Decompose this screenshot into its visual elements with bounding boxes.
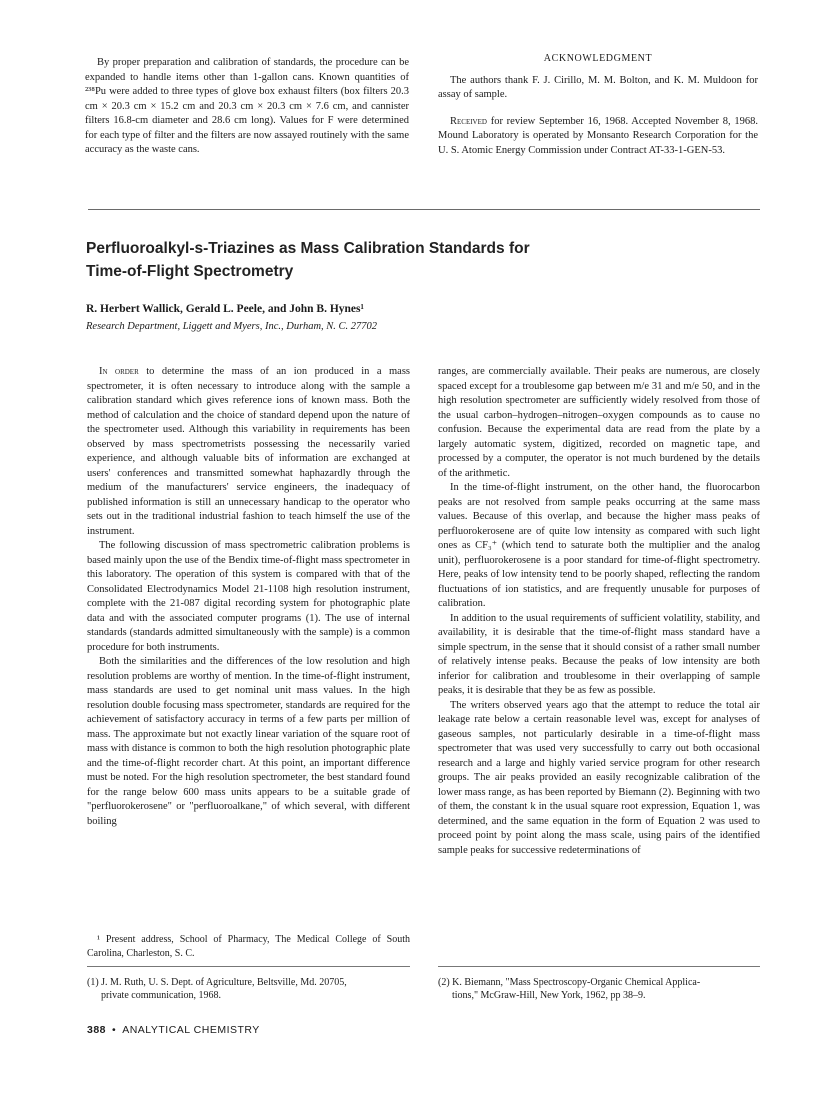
reference-2-cont: tions," McGraw-Hill, New York, 1962, pp 38–9. [452, 990, 646, 1001]
body-paragraph: ranges, are commercially available. Their peaks are numerous, are closely spaced except for a troublesome gap between m/e 31 and m/e 50, and in the high resolution spectrometer are sufficiently widely resolved from those of the usual carbon–hydrogen–nitrogen–oxygen compounds as to cause no confusion. Because the experimental data are read from the plate by a largely automatic system, digitized, recorded on magnetic tape, and processed by a computer, the operator is not much burdened by the details of the arithmetic. [438, 366, 760, 479]
footnote [87, 933, 410, 960]
footnote-text: ¹ Present address, School of Pharmacy, The Medical College of South Carolina, Charleston, S. C. [87, 934, 410, 959]
acknowledgment-text: The authors thank F. J. Cirillo, M. M. Bolton, and K. M. Muldoon for assay of sample. [438, 74, 758, 100]
body-paragraph: In the time-of-flight instrument, on the other hand, the fluorocarbon peaks are not resolved from sample peaks occurring at the same mass values. Because of this overlap, and because the higher mass peaks of perfluorokerosene are of quite low intensity as compared with such light ones as CF₃⁺ (which tend to saturate both the multiplier and the analog unit), perfluorokerosene is a poor standard for time-of-flight spectrometry. Here, peaks of low intensity tend to be poorly shaped, reflecting the random fluctuations of ion statistics, and are frequently unusable for purposes of calibration. [438, 482, 760, 609]
received-note [438, 115, 758, 159]
article-title [86, 237, 746, 283]
section-divider [88, 209, 760, 210]
body-paragraph-text: to determine the mass of an ion produced in a mass spectrometer, it is often necessary to introduce along with the sample a calibration standard which gives reference ions of known mass. Both the method of calculation and the choice of standard depend upon the nature of the spectrometer used. Although this variability in requirements has been observed by mass spectrometrists possessing the necessarily varied experience, and although valuable bits of information are exchanged at users' conferences and transmitted somewhat haphazardly through the medium of the manufacturers' service engineers, the inadequacy of published information is still an unnecessary handicap to the operator who sets out in the traditional industrial fashion to teach himself the use of the instrument. [87, 366, 410, 537]
body-left-column [87, 365, 410, 829]
body-paragraph [87, 365, 410, 539]
received-label: Received [450, 115, 487, 127]
acknowledgment-heading: ACKNOWLEDGMENT [543, 53, 653, 64]
top-left-column [85, 56, 409, 158]
acknowledgment-section [438, 52, 758, 158]
article-authors: R. Herbert Wallick, Gerald L. Peele, and John B. Hynes¹ [86, 303, 364, 315]
references-divider-left [87, 966, 410, 967]
article-affiliation: Research Department, Liggett and Myers, Inc., Durham, N. C. 27702 [86, 321, 378, 332]
title-line-2: Time-of-Flight Spectrometry [86, 263, 294, 280]
footer-bullet: • [112, 1024, 117, 1036]
lead-in: In order [99, 366, 139, 377]
journal-name: ANALYTICAL CHEMISTRY [122, 1024, 260, 1036]
title-line-1: Perfluoroalkyl-s-Triazines as Mass Calibration Standards for [86, 240, 530, 257]
body-paragraph: The writers observed years ago that the attempt to reduce the total air leakage rate below a certain reasonable level was, except for analyses of gaseous samples, not particularly desirable in a time-of-flight mass spectrometer that was used very successfully to carry out both occasional research and a large and highly varied service program for other research groups. The air peaks provided an easily recognizable calibration of the lower mass range, as has been reported by Biemann (2). Beginning with two of them, the constant k in the usual square root expression, Equation 1, was determined, and the same equation in the form of Equation 2 was used to proceed point by point along the mass scale, using pairs of the identified sample peaks for successive redeterminations of [438, 699, 760, 856]
reference-1-cont: private communication, 1968. [101, 990, 221, 1001]
top-left-paragraph: By proper preparation and calibration of standards, the procedure can be expanded to handle items other than 1-gallon cans. Known quantities of ²³⁸Pu were added to three types of glove box exhaust filters (box filters 20.3 cm × 20.3 cm × 15.2 cm and 20.3 cm × 20.3 cm × 7.6 cm, and cannister filters 16.8-cm diameter and 28.6 cm long). Values for F were determined for each type of filter and the filters are now assayed routinely with the same accuracy as the waste cans. [85, 57, 409, 155]
references-divider-right [438, 966, 760, 967]
body-paragraph: In addition to the usual requirements of sufficient volatility, stability, and availability, it is desirable that the time-of-flight mass standard have a simple spectrum, in the sense that it should consist of a rather small number of relatively intense peaks. Because the peaks of low intensity are both inferior for calibration and troublesome in their overlapping of sample peaks, it is desirable that they be as few as possible. [438, 612, 760, 696]
reference-2 [438, 976, 760, 1002]
reference-1-lead: (1) J. M. Ruth, U. S. Dept. of Agriculture, Beltsville, Md. 20705, [87, 977, 347, 988]
reference-2-lead: (2) K. Biemann, "Mass Spectroscopy-Organic Chemical Applica- [438, 977, 701, 988]
page-footer [87, 1024, 260, 1036]
body-right-column [438, 365, 760, 858]
page-number: 388 [87, 1024, 107, 1036]
body-paragraph: Both the similarities and the differences of the low resolution and high resolution problems are worthy of mention. In the time-of-flight instrument, mass standards are used to get nominal unit mass values. In the high resolution double focusing mass spectrometer, standards are required for the achievement of satisfactory accuracy in terms of a few parts per million of mass. The approximate but not exactly linear variation of the square root of mass with distance is common to both the high resolution photographic plate and the time-of-flight recorder chart. At this point, an important difference must be noted. For the high resolution spectrometer, the best standard found for the range below 600 mass units appears to be a suitable grade of "perfluorokerosene" or "perfluoroalkane," of which several, with different boiling [87, 656, 410, 827]
received-text: for review September 16, 1968. Accepted November 8, 1968. Mound Laboratory is operated by Monsanto Research Corporation for the U. S. Atomic Energy Commission under Contract AT-33-1-GEN-53. [438, 115, 758, 156]
body-paragraph: The following discussion of mass spectrometric calibration problems is based mainly upon the use of the Bendix time-of-flight mass spectrometer in this laboratory. The operation of this system is compared with that of the Consolidated Electrodynamics Model 21-1108 high resolution instrument, complete with the 21-087 digital recording system for photographic plate data and with the associated computer programs (1). The use of internal standards (standards admitted simultaneously with the sample) is a common procedure for both instruments. [87, 540, 410, 653]
reference-1 [87, 976, 410, 1002]
